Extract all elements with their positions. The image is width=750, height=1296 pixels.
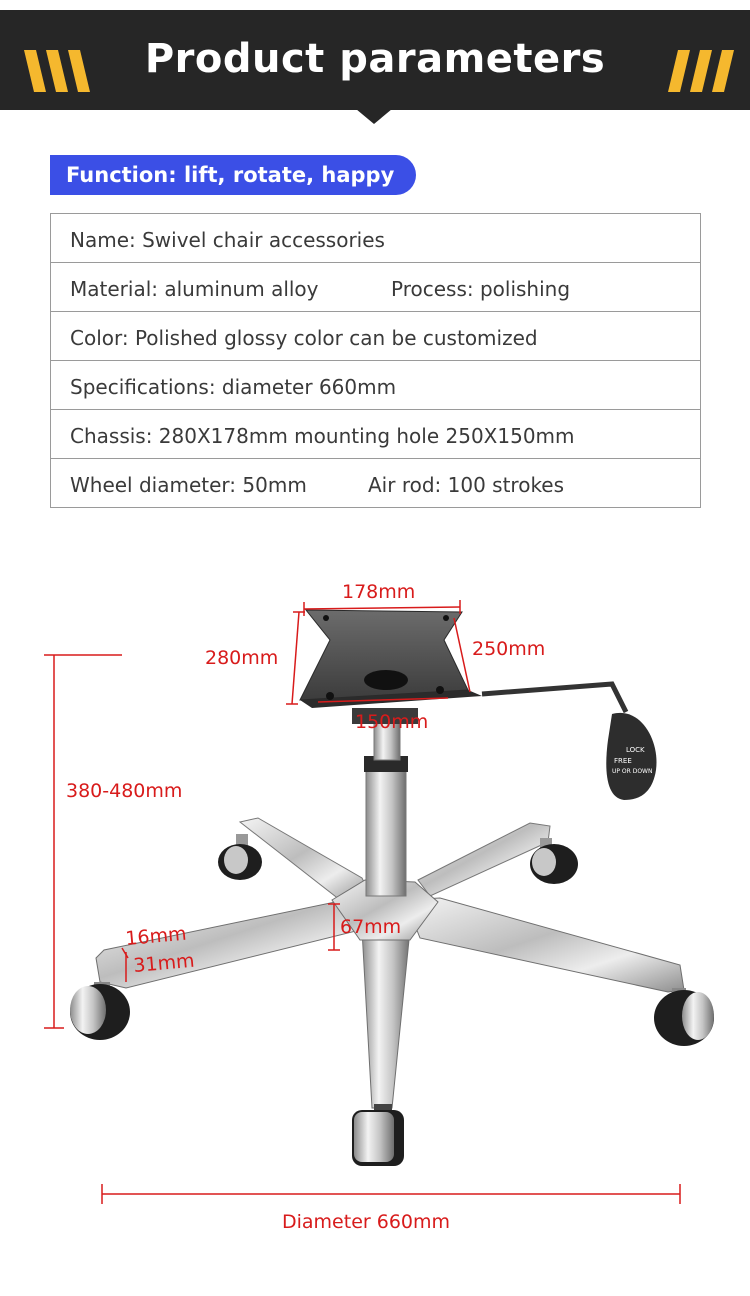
lever-rod <box>482 684 626 712</box>
spec-row-color <box>51 311 700 360</box>
spec-name: Name: Swivel chair accessories <box>70 228 385 252</box>
page-title: Product parameters <box>144 36 606 82</box>
product-diagram <box>0 560 750 1260</box>
spec-row-name <box>51 214 700 262</box>
spec-chassis: Chassis: 280X178mm mounting hole 250X150mm <box>70 424 575 448</box>
stripes-right-icon <box>668 50 740 92</box>
spec-row-wheel <box>51 458 700 507</box>
spec-process: Process: polishing <box>391 277 571 301</box>
spec-row-specifications <box>51 360 700 409</box>
function-text: Function: lift, rotate, happy <box>66 163 395 187</box>
handle-label-free: FREE <box>614 757 632 765</box>
dim-height: 380-480mm <box>66 780 183 802</box>
spec-table <box>50 213 701 508</box>
dim-150: 150mm <box>355 711 429 733</box>
spec-wheel: Wheel diameter: 50mm <box>70 473 307 497</box>
arm-front-right <box>405 898 684 992</box>
dim-31: 31mm <box>132 949 196 977</box>
gas-cylinder <box>366 768 406 896</box>
function-badge <box>50 155 416 195</box>
spec-color: Color: Polished glossy color can be customized <box>70 326 538 350</box>
wheel-back-left <box>218 834 262 880</box>
wheel-front <box>352 1104 404 1166</box>
chair-base <box>70 610 714 1166</box>
arm-front <box>362 930 410 1108</box>
spec-specifications: Specifications: diameter 660mm <box>70 375 397 399</box>
dim-280: 280mm <box>205 647 279 669</box>
spec-row-chassis <box>51 409 700 458</box>
dim-16: 16mm <box>124 922 188 950</box>
arm-back-right <box>418 823 550 896</box>
dim-178: 178mm <box>342 581 416 603</box>
handle-label-updown: UP OR DOWN <box>612 768 653 775</box>
header-notch <box>356 109 392 124</box>
dim-250: 250mm <box>472 638 546 660</box>
spec-material: Material: aluminum alloy <box>70 277 319 301</box>
dim-67: 67mm <box>340 916 402 938</box>
spec-air-rod: Air rod: 100 strokes <box>368 473 565 497</box>
spec-row-material <box>51 262 700 311</box>
dim-diameter: Diameter 660mm <box>282 1211 451 1233</box>
wheel-front-left <box>70 982 130 1040</box>
wheel-front-right <box>654 988 714 1046</box>
handle-label-lock: LOCK <box>626 746 645 754</box>
header-banner <box>0 10 750 110</box>
